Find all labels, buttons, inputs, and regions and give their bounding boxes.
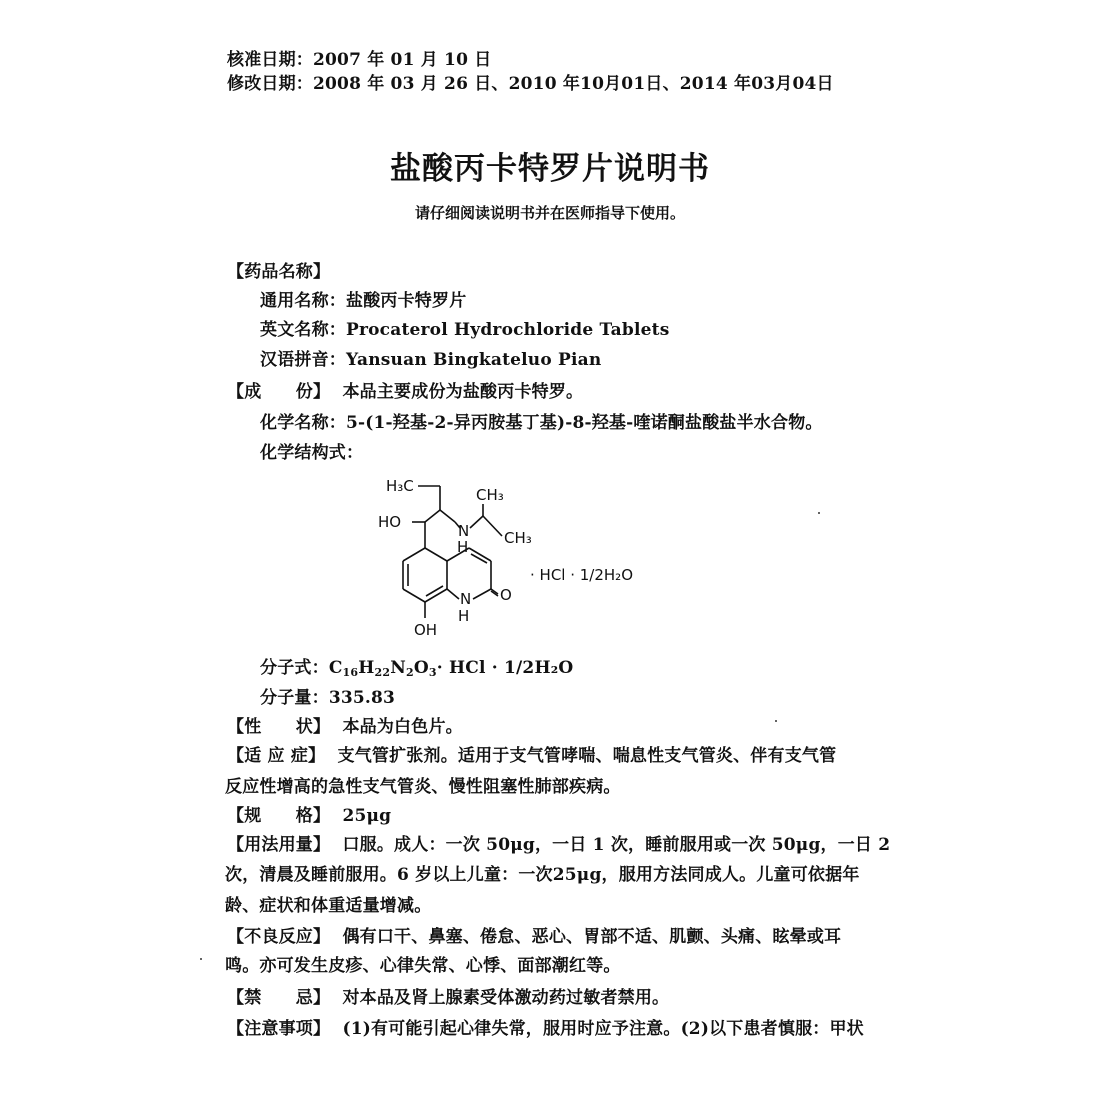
dosage-text-1: 口服。成人：一次 50μg，一日 1 次，睡前服用或一次 50μg，一日 2 — [342, 835, 891, 855]
formula-row — [260, 658, 573, 678]
document-subtitle: 请仔细阅读说明书并在医师指导下使用。 — [414, 204, 685, 222]
scan-speck — [200, 958, 202, 960]
section-heading: 【药品名称】 — [227, 262, 331, 282]
section-adverse-reactions — [227, 927, 841, 947]
chemical-name-key: 化学名称： — [260, 413, 346, 433]
section-precautions — [227, 1019, 864, 1039]
h3c-label: H₃C — [386, 477, 414, 495]
section-specification — [227, 806, 391, 826]
section-indications — [227, 746, 836, 766]
formula-tail: · HCl · 1/2H₂O — [436, 658, 574, 678]
section-ingredients — [227, 382, 583, 402]
section-heading: 【禁 忌】 — [227, 988, 331, 1008]
ring-n-label: N — [460, 590, 472, 608]
pinyin-row — [260, 350, 601, 370]
amine-n-label: N — [458, 522, 470, 540]
section-heading: 【用法用量】 — [227, 835, 331, 855]
scan-speck — [775, 720, 777, 722]
indications-text-1: 支气管扩张剂。适用于支气管哮喘、喘息性支气管炎、伴有支气管 — [337, 746, 837, 766]
section-dosage — [227, 835, 890, 855]
molecular-formula: $C_{16}H_{22}N_2O_3$ — [328, 658, 437, 679]
document-title: 盐酸丙卡特罗片说明书 — [390, 151, 710, 187]
section-heading: 【性 状】 — [227, 717, 331, 737]
section-heading: 【注意事项】 — [227, 1019, 331, 1039]
scan-speck — [818, 512, 820, 514]
molecular-weight-row — [260, 688, 395, 708]
section-contraindications — [227, 988, 669, 1008]
english-name: Procaterol Hydrochloride Tablets — [346, 320, 670, 340]
ch3-top-label: CH₃ — [476, 486, 504, 504]
formula-key: 分子式： — [260, 658, 329, 678]
section-drug-name — [227, 262, 330, 282]
ingredients-text: 本品主要成份为盐酸丙卡特罗。 — [342, 382, 584, 402]
revision-date: 修改日期：2008 年 03 月 26 日、2010 年10月01日、2014 年03月04日 — [227, 74, 834, 94]
approval-date: 核准日期：2007 年 01 月 10 日 — [227, 50, 492, 70]
section-heading: 【规 格】 — [227, 806, 331, 826]
adverse-text-1: 偶有口干、鼻塞、倦怠、恶心、胃部不适、肌颤、头痛、眩晕或耳 — [342, 927, 842, 947]
chemical-name-row — [260, 413, 823, 433]
molecular-weight: 335.83 — [328, 688, 396, 708]
ch3-right-label: CH₃ — [504, 529, 532, 547]
carbonyl-o-label: O — [500, 586, 512, 604]
section-properties — [227, 717, 463, 737]
generic-name-key: 通用名称： — [260, 291, 346, 311]
molecular-weight-key: 分子量： — [260, 688, 329, 708]
dosage-text-2: 次，清晨及睡前服用。6 岁以上儿童：一次25μg，服用方法同成人。儿童可依据年 — [225, 865, 860, 885]
specification-text: 25μg — [342, 806, 392, 826]
contraindications-text: 对本品及肾上腺素受体激动药过敏者禁用。 — [342, 988, 670, 1008]
pinyin-key: 汉语拼音： — [260, 350, 346, 370]
english-name-key: 英文名称： — [260, 320, 346, 340]
pinyin-name: Yansuan Bingkateluo Pian — [346, 350, 602, 370]
properties-text: 本品为白色片。 — [342, 717, 463, 737]
ho-label: HO — [378, 513, 402, 531]
chemical-name: 5-(1-羟基-2-异丙胺基丁基)-8-羟基-喹诺酮盐酸盐半水合物。 — [346, 413, 823, 433]
section-heading: 【适 应 症】 — [227, 746, 326, 766]
indications-text-2: 反应性增高的急性支气管炎、慢性阻塞性肺部疾病。 — [225, 777, 621, 797]
english-name-row — [260, 320, 669, 340]
chemical-structure-diagram — [370, 470, 670, 645]
precautions-text: (1)有可能引起心律失常，服用时应予注意。(2)以下患者慎服：甲状 — [342, 1019, 864, 1039]
ring-h-label: H — [458, 607, 470, 625]
section-heading: 【不良反应】 — [227, 927, 331, 947]
structure-row — [260, 443, 363, 463]
section-heading: 【成 份】 — [227, 382, 331, 402]
generic-name: 盐酸丙卡特罗片 — [346, 291, 467, 311]
structure-key: 化学结构式： — [260, 443, 364, 463]
adverse-text-2: 鸣。亦可发生皮疹、心律失常、心悸、面部潮红等。 — [225, 956, 621, 976]
amine-h-label: H — [457, 538, 469, 556]
dosage-text-3: 龄、症状和体重适量增减。 — [225, 896, 432, 916]
oh-label: OH — [414, 621, 438, 639]
generic-name-row — [260, 291, 466, 311]
salt-label: · HCl · 1/2H₂O — [530, 566, 634, 584]
